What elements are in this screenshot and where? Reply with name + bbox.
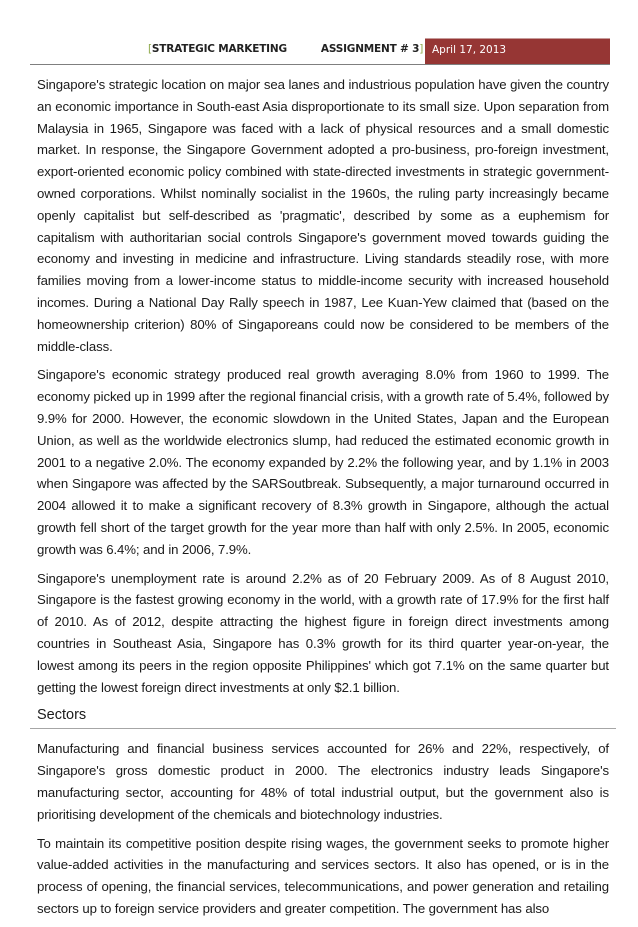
header-bracket-close: ]	[419, 43, 424, 55]
header-date: April 17, 2013	[432, 44, 507, 56]
header-assignment-number: ASSIGNMENT # 3	[320, 43, 420, 55]
paragraph-economic-growth: Singapore's economic strategy produced real growth averaging 8.0% from 1960 to 1999. The economy picked up in 1999 after the regional financial crisis, with a growth rate of 5.4%, followed by 9.9% for 2000. However, the economic slowdown in the United States, Japan and the European Union, as well as the worldwide electronics slump, had reduced the estimated economic growth in 2001 to a negative 2.0%. The economy expanded by 2.2% the following year, and by 1.1% in 2003 when Singapore was affected by the SARSoutbreak. Subsequently, a major turnaround occurred in 2004 allowed it to make a significant recovery of 8.3% growth in Singapore, although the actual growth fell short of the target growth for the year more than half with only 2.5%. In 2005, economic growth was 6.4%; and in 2006, 7.9%.	[37, 367, 609, 557]
paragraph-manufacturing: Manufacturing and financial business services accounted for 26% and 22%, respectively, of Singapore's gross domestic product in 2000. The electronics industry leads Singapore's manufacturing sector, accounting for 48% of total industrial output, but the government also is prioritising development of the chemicals and biotechnology industries.	[37, 741, 609, 822]
section-heading-sectors: Sectors	[30, 705, 616, 729]
header-course-name: STRATEGIC MARKETING	[151, 43, 287, 55]
header-title	[148, 43, 423, 55]
page-header	[30, 38, 610, 65]
header-bracket-open: [	[148, 43, 152, 55]
paragraph-unemployment: Singapore's unemployment rate is around 2.2% as of 20 February 2009. As of 8 August 2010, Singapore is the fastest growing economy in the world, with a growth rate of 17.9% for the first half of 2010. As of 2012, despite attracting the highest figure in foreign direct investments among countries in Southeast Asia, Singapore has 0.3% growth for its third quarter year-on-year, the lowest among its peers in the region opposite Philippines' which got 7.1% on the same quarter but getting the lowest foreign direct investments at only $2.1 billion.	[37, 570, 609, 695]
header-date-box	[425, 38, 610, 64]
paragraph-location-history: Singapore's strategic location on major sea lanes and industrious population have given the country an economic importance in South-east Asia disproportionate to its small size. Upon separation from Malaysia in 1965, Singapore was faced with a lack of physical resources and a small domestic market. In response, the Singapore Government adopted a pro-business, pro-foreign investment, export-oriented economic policy combined with state-directed investments in strategic government-owned corporations. Whilst nominally socialist in the 1960s, the ruling party increasingly became openly capitalist but self-described as 'pragmatic', described by some as a euphemism for capitalism with authoritarian social controls Singapore's government moved towards guiding the economy and investing in medicine and infrastructure. Living standards steadily rose, with more families moving from a lower-income status to middle-income security with increased household incomes. During a National Day Rally speech in 1987, Lee Kuan-Yew claimed that (based on the homeownership criterion) 80% of Singaporeans could now be considered to be members of the middle-class.	[37, 77, 609, 354]
document-body	[37, 74, 609, 927]
paragraph-competitive-position: To maintain its competitive position despite rising wages, the government seeks to promote higher value-added activities in the manufacturing and services sectors. It also has opened, or is in the process of opening, the financial services, telecommunications, and power generation and retailing sectors up to foreign service providers and greater competition. The government has also	[37, 835, 609, 916]
